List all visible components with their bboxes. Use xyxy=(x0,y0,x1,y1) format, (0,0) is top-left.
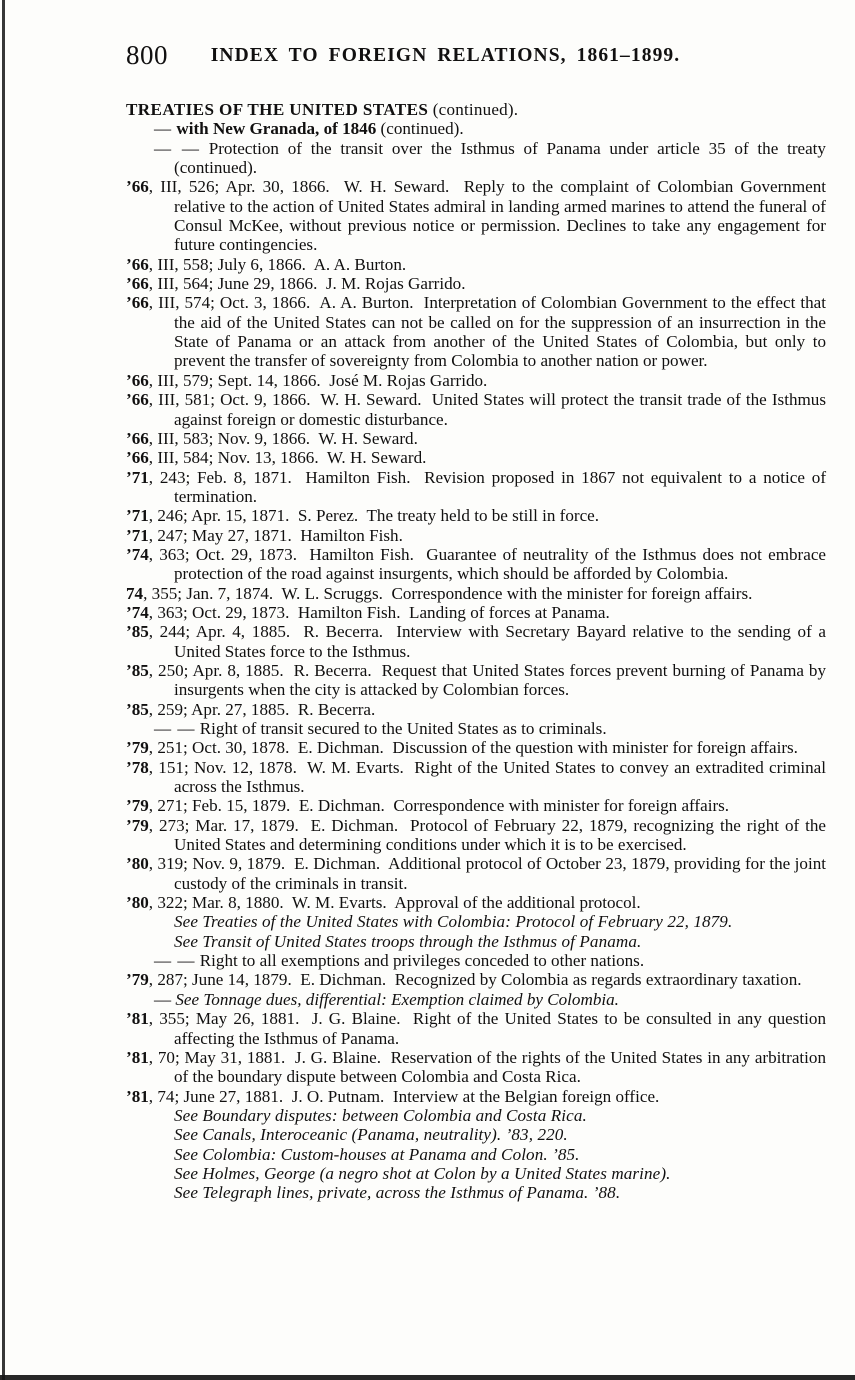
entry-year: ’74 xyxy=(126,602,149,622)
entry-citation: , 244; Apr. 4, 1885. xyxy=(148,622,291,642)
entry-citation: , 319; Nov. 9, 1879. xyxy=(148,854,286,874)
index-subheading-text: Right of transit secured to the United States as to criminals. xyxy=(199,719,607,738)
entry-text: Correspondence with minister for foreign affairs. xyxy=(393,796,730,816)
index-entry xyxy=(126,468,826,507)
index-main-heading xyxy=(126,100,826,119)
entry-citation: , 243; Feb. 8, 1871. xyxy=(148,467,292,487)
cross-reference-dashed xyxy=(126,990,826,1009)
index-subheading-text: Right to all exemptions and privileges conceded to other nations. xyxy=(199,951,645,971)
index-entry xyxy=(126,738,826,757)
entry-author: W. H. Seward. xyxy=(343,177,450,197)
entry-author: A. A. Burton. xyxy=(313,254,407,274)
cross-reference: See Boundary disputes: between Colombia and Costa Rica. xyxy=(174,1105,587,1125)
index-entry xyxy=(126,390,826,429)
entry-author: Hamilton Fish. xyxy=(297,602,401,622)
index-entry xyxy=(126,622,826,661)
entry-year: ’78 xyxy=(126,757,149,777)
entry-author: J. O. Putnam. xyxy=(291,1086,385,1106)
entry-year: ’66 xyxy=(126,428,149,448)
scan-binding-edge xyxy=(2,0,5,1380)
entry-text: Recognized by Colombia as regards extraordinary taxation. xyxy=(394,970,802,990)
entry-text: The treaty held to be still in force. xyxy=(366,506,600,526)
entry-citation: , III, 579; Sept. 14, 1866. xyxy=(148,370,321,390)
cross-reference: See Transit of United States troops through the Isthmus of Panama. xyxy=(174,931,642,951)
index-entry xyxy=(126,371,826,390)
entry-citation: , 363; Oct. 29, 1873. xyxy=(148,602,290,622)
em-dash-mark: — xyxy=(154,989,172,1009)
entry-author: E. Dichman. xyxy=(294,854,381,874)
index-main-heading-suffix: (continued). xyxy=(428,100,519,119)
entry-citation: , III, 574; Oct. 3, 1866. xyxy=(148,293,311,313)
index-entry xyxy=(126,429,826,448)
entry-text: Landing of forces at Panama. xyxy=(409,602,610,622)
entry-citation: , III, 584; Nov. 13, 1866. xyxy=(148,448,319,468)
cross-reference: See Canals, Interoceanic (Panama, neutrality). ’83, 220. xyxy=(174,1125,568,1145)
running-head xyxy=(0,40,855,74)
index-subheading-exemptions xyxy=(126,951,826,970)
entry-text: Interpretation of Colombian Government to the effect that the aid of the United States can not be called on for the suppression of an insurrection in the State of Panama or an attack from another of the United States of Colombia, but only to prevent the transfer of sovereignty from Colombia to another nation or power. xyxy=(174,293,826,371)
entry-year: ’71 xyxy=(126,467,149,487)
entry-citation: , 363; Oct. 29, 1873. xyxy=(148,544,297,564)
index-entry xyxy=(126,526,826,545)
cross-reference: See Treaties of the United States with Colombia: Protocol of February 22, 1879. xyxy=(174,912,733,932)
entry-year: ’66 xyxy=(126,390,149,410)
entry-year: ’66 xyxy=(126,370,149,390)
entry-year: ’66 xyxy=(126,448,149,468)
entry-citation: , 246; Apr. 15, 1871. xyxy=(148,506,290,526)
entry-citation: , 247; May 27, 1871. xyxy=(148,525,292,545)
index-entry xyxy=(126,506,826,525)
entry-citation: , 355; Jan. 7, 1874. xyxy=(143,583,274,603)
entry-citation: , 74; June 27, 1881. xyxy=(148,1086,284,1106)
entry-citation: , III, 526; Apr. 30, 1866. xyxy=(148,177,330,197)
double-em-dash-mark: — — xyxy=(154,138,200,158)
entry-year: ’79 xyxy=(126,970,149,990)
entry-text: Revision proposed in 1867 not equivalent to a notice of termination. xyxy=(174,467,827,506)
entry-author: S. Perez. xyxy=(297,506,359,526)
index-entry xyxy=(126,758,826,797)
index-entry xyxy=(126,1048,826,1087)
entry-citation: , 273; Mar. 17, 1879. xyxy=(148,815,299,835)
entry-citation: , 251; Oct. 30, 1878. xyxy=(148,738,290,758)
index-entry xyxy=(126,816,826,855)
entry-citation: , III, 564; June 29, 1866. xyxy=(148,274,318,294)
scan-bottom-edge xyxy=(0,1375,855,1380)
index-entry xyxy=(126,603,826,622)
entry-year: ’79 xyxy=(126,796,149,816)
entry-year: ’71 xyxy=(126,506,149,526)
page-number: 800 xyxy=(126,40,168,70)
entry-author: W. M. Evarts. xyxy=(307,757,404,777)
entry-year: ’85 xyxy=(126,699,149,719)
entry-author: W. H. Seward. xyxy=(326,448,427,468)
entry-text: Approval of the additional protocol. xyxy=(394,893,641,913)
entry-year: ’81 xyxy=(126,1009,149,1029)
index-entry xyxy=(126,274,826,293)
entry-text: Protocol of February 22, 1879, recognizing the right of the United States and determining conditions under which it is to be exercised. xyxy=(174,815,827,855)
entry-year: 74 xyxy=(126,583,144,603)
entry-author: A. A. Burton. xyxy=(319,293,414,313)
entry-author: E. Dichman. xyxy=(298,796,385,816)
entry-text: Guarantee of neutrality of the Isthmus does not embrace protection of the road against insurgents, which should be afforded by Colombia. xyxy=(174,544,826,584)
index-body xyxy=(126,100,826,1203)
index-entry xyxy=(126,293,826,370)
entry-citation: , 151; Nov. 12, 1878. xyxy=(148,757,297,777)
entry-year: ’79 xyxy=(126,815,149,835)
entry-author: J. G. Blaine. xyxy=(294,1047,381,1067)
entry-year: ’71 xyxy=(126,525,149,545)
index-entry xyxy=(126,661,826,700)
entry-text: Right of the United States to convey an extradited criminal across the Isthmus. xyxy=(174,757,826,797)
entry-author: W. L. Scruggs. xyxy=(281,583,383,603)
entry-citation: , III, 583; Nov. 9, 1866. xyxy=(148,428,311,448)
index-main-heading-term: TREATIES OF THE UNITED STATES xyxy=(126,100,429,119)
entry-year: ’85 xyxy=(126,660,149,680)
entry-author: E. Dichman. xyxy=(297,738,384,758)
entry-citation: , 70; May 31, 1881. xyxy=(148,1047,286,1067)
index-entry xyxy=(126,255,826,274)
entry-text: Reply to the complaint of Colombian Government relative to the action of United States admiral in landing armed marines to attend the funeral of Consul McKee, without previous notice or permission. Declines to take any engagement for future contingencies. xyxy=(174,177,826,255)
entry-author: W. H. Seward. xyxy=(320,390,422,410)
running-head-title: INDEX TO FOREIGN RELATIONS, 1861–1899. xyxy=(210,45,681,66)
entry-text: Right of the United States to be consulted in any question affecting the Isthmus of Panama. xyxy=(174,1009,826,1048)
entry-year: ’80 xyxy=(126,854,149,874)
index-subheading-term: with New Granada, of 1846 xyxy=(176,119,377,139)
double-em-dash-mark: — — xyxy=(154,719,196,738)
entry-citation: , III, 581; Oct. 9, 1866. xyxy=(148,390,311,410)
cross-reference: See Holmes, George (a negro shot at Colon by a United States marine). xyxy=(174,1163,671,1183)
entry-year: ’85 xyxy=(126,622,149,642)
entry-text: Correspondence with the minister for foreign affairs. xyxy=(391,583,753,603)
index-subheading-right-of-transit xyxy=(126,719,826,738)
index-subheading-protection xyxy=(126,139,826,178)
entry-text: Discussion of the question with minister for foreign affairs. xyxy=(392,738,798,758)
entry-text: Interview at the Belgian foreign office. xyxy=(392,1086,660,1106)
entry-text: United States will protect the transit trade of the Isthmus against foreign or domestic disturbance. xyxy=(174,390,826,429)
entry-citation: , 250; Apr. 8, 1885. xyxy=(148,660,284,680)
cross-reference-text: See Tonnage dues, differential: Exemption claimed by Colombia. xyxy=(175,989,619,1009)
entry-text: Reservation of the rights of the United States in any arbitration of the boundary dispute between Colombia and Costa Rica. xyxy=(174,1047,827,1087)
index-entry xyxy=(126,448,826,467)
entry-year: ’80 xyxy=(126,893,149,913)
cross-reference: See Colombia: Custom-houses at Panama and Colon. ’85. xyxy=(174,1144,580,1164)
entry-author: José M. Rojas Garrido. xyxy=(329,370,488,390)
index-entry xyxy=(126,1009,826,1048)
index-entry xyxy=(126,700,826,719)
entry-year: ’79 xyxy=(126,738,149,758)
entry-citation: , 259; Apr. 27, 1885. xyxy=(148,699,290,719)
entry-year: ’74 xyxy=(126,544,149,564)
cross-reference: See Telegraph lines, private, across the Isthmus of Panama. ’88. xyxy=(174,1183,621,1203)
entry-author: R. Becerra. xyxy=(303,622,384,642)
entry-author: J. M. Rojas Garrido. xyxy=(325,274,466,294)
index-subheading-suffix: (continued). xyxy=(376,119,464,139)
entry-text: Additional protocol of October 23, 1879, providing for the joint custody of the criminals in transit. xyxy=(174,854,827,893)
entry-citation: , 287; June 14, 1879. xyxy=(148,970,292,990)
entry-author: E. Dichman. xyxy=(310,815,399,835)
entry-year: ’81 xyxy=(126,1047,149,1067)
em-dash-mark: — xyxy=(154,119,173,139)
index-entry xyxy=(126,1087,826,1106)
index-entry xyxy=(126,854,826,893)
index-entry xyxy=(126,893,826,912)
entry-year: ’66 xyxy=(126,177,149,197)
entry-author: Hamilton Fish. xyxy=(305,467,411,487)
double-em-dash-mark: — — xyxy=(154,951,196,971)
entry-author: R. Becerra. xyxy=(293,660,372,680)
entry-author: E. Dichman. xyxy=(300,970,387,990)
entry-author: Hamilton Fish. xyxy=(309,544,414,564)
entry-group-final xyxy=(126,1009,826,1106)
index-entry xyxy=(126,970,826,989)
entry-author: J. G. Blaine. xyxy=(311,1009,401,1029)
index-subheading-new-granada xyxy=(126,119,826,138)
entry-citation: , 322; Mar. 8, 1880. xyxy=(148,893,284,913)
entry-citation: , III, 558; July 6, 1866. xyxy=(148,254,306,274)
entry-group-criminals xyxy=(126,738,826,912)
index-entry xyxy=(126,177,826,254)
entry-year: ’66 xyxy=(126,274,149,294)
entry-year: ’81 xyxy=(126,1086,149,1106)
index-subheading-text: Protection of the transit over the Isthmus of Panama under article 35 of the treaty (continued). xyxy=(174,138,826,178)
index-entry xyxy=(126,545,826,584)
entry-year: ’66 xyxy=(126,293,149,313)
entry-author: Hamilton Fish. xyxy=(300,525,403,545)
entry-text: Request that United States forces prevent burning of Panama by insurgents when the city is attacked by Colombian forces. xyxy=(174,660,827,700)
entry-text: Interview with Secretary Bayard relative to the sending of a United States force to the Isthmus. xyxy=(174,622,826,661)
index-entry xyxy=(126,584,826,603)
entry-author: W. H. Seward. xyxy=(318,428,418,448)
entry-author: R. Becerra. xyxy=(297,699,376,719)
index-entry xyxy=(126,796,826,815)
entry-group-protection xyxy=(126,177,826,719)
entry-author: W. M. Evarts. xyxy=(291,893,387,913)
entry-year: ’66 xyxy=(126,254,149,274)
entry-citation: , 355; May 26, 1881. xyxy=(148,1009,300,1029)
entry-citation: , 271; Feb. 15, 1879. xyxy=(148,796,291,816)
